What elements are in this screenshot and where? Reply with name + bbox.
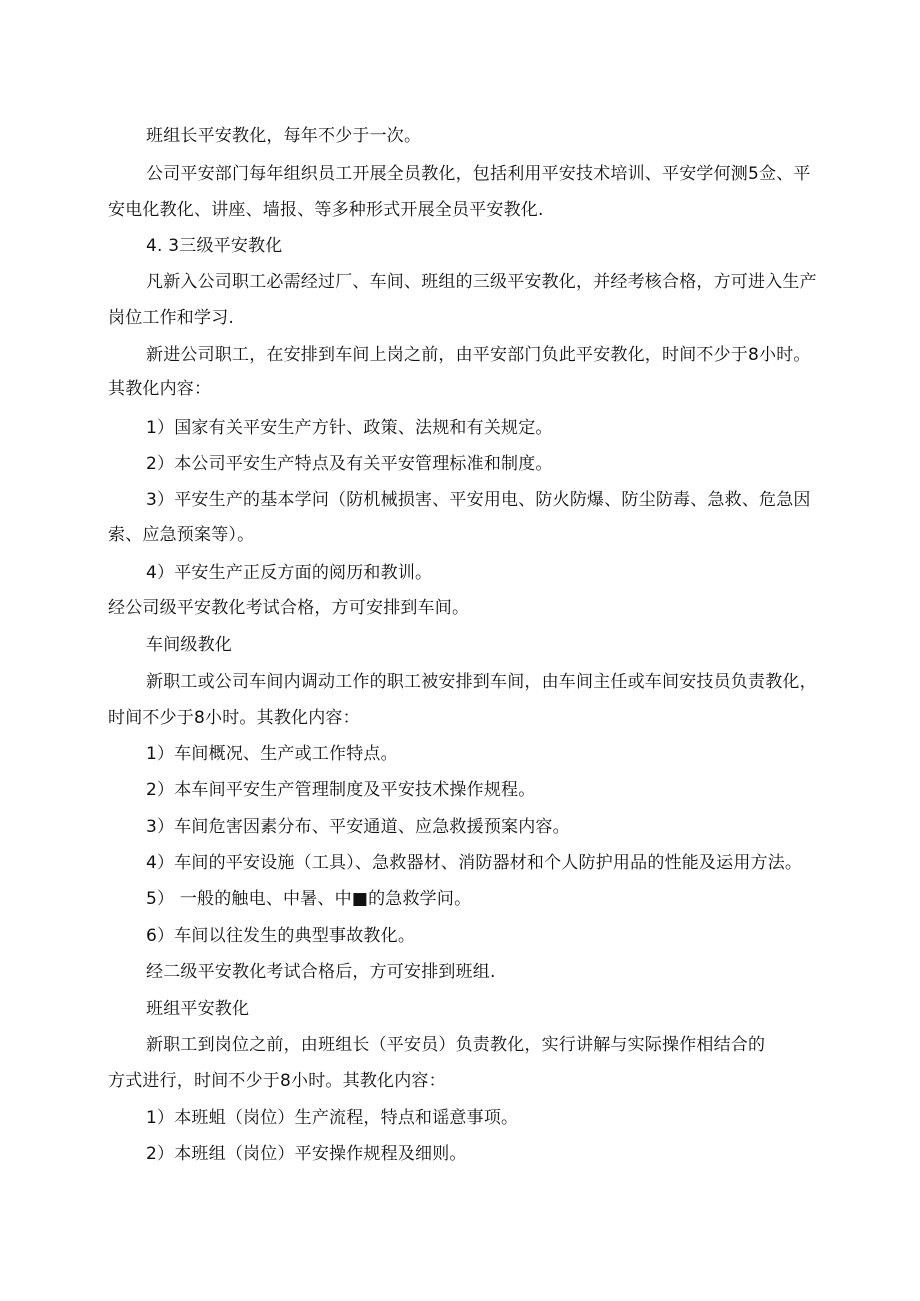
list-item: 3）平安生产的基本学问（防机械损害、平安用电、防火防爆、防尘防毒、急救、危急因 bbox=[146, 490, 811, 510]
list-item-continuation: 索、应急预案等）。 bbox=[108, 525, 255, 545]
subsection-heading: 班组平安教化 bbox=[146, 999, 250, 1019]
paragraph-line: 公司平安部门每年组织员工开展全员教化，包括利用平安技术培训、平安学何测5佥、平 bbox=[146, 164, 811, 184]
paragraph-line: 经二级平安教化考试合格后，方可安排到班组. bbox=[146, 962, 496, 982]
paragraph-line: 时间不少于8小时。其教化内容： bbox=[108, 708, 360, 728]
paragraph-line: 岗位工作和学习. bbox=[108, 308, 235, 328]
paragraph-line: 新职工或公司车间内调动工作的职工被安排到车间，由车间主任或车间安技员负责教化， bbox=[146, 672, 817, 692]
section-heading: 4. 3三级平安教化 bbox=[146, 236, 283, 256]
paragraph-line: 经公司级平安教化考试合格，方可安排到车间。 bbox=[108, 598, 470, 618]
list-item: 3）车间危害因素分布、平安通道、应急救援预案内容。 bbox=[146, 817, 570, 837]
list-item: 2）本车间平安生产管理制度及平安技术操作规程。 bbox=[146, 780, 536, 800]
list-item: 6）车间以往发生的典型事故教化。 bbox=[146, 926, 416, 946]
paragraph-line: 其教化内容： bbox=[108, 379, 212, 399]
list-item: 4）平安生产正反方面的阅历和教训。 bbox=[146, 563, 433, 583]
list-item: 4）车间的平安设施（工具）、急救器材、消防器材和个人防护用品的性能及运用方法。 bbox=[146, 853, 803, 873]
list-item: 1）国家有关平安生产方针、政策、法规和有关规定。 bbox=[146, 418, 553, 438]
list-item: 1）车间概况、生产或工作特点。 bbox=[146, 744, 398, 764]
paragraph-line: 安电化教化、讲座、墙报、等多种形式开展全员平安教化. bbox=[108, 200, 544, 220]
list-item: 2）本公司平安生产特点及有关平安管理标准和制度。 bbox=[146, 454, 553, 474]
list-item: 2）本班组（岗位）平安操作规程及细则。 bbox=[146, 1144, 467, 1164]
paragraph-line: 班组长平安教化，每年不少于一次。 bbox=[146, 126, 422, 146]
paragraph-line: 新职工到岗位之前，由班组长（平安员）负责教化，实行讲解与实际操作相结合的 bbox=[146, 1035, 766, 1055]
list-item: 1）本班蛆（岗位）生产流程，特点和谣意事项。 bbox=[146, 1108, 519, 1128]
paragraph-line: 凡新入公司职工必需经过厂、车间、班组的三级平安教化，并经考核合格，方可进入生产 bbox=[146, 272, 817, 292]
paragraph-line: 方式进行，时间不少于8小时。其教化内容： bbox=[108, 1071, 446, 1091]
subsection-heading: 车间级教化 bbox=[146, 635, 232, 655]
paragraph-line: 新进公司职工，在安排到车间上岗之前，由平安部门负此平安教化，时间不少于8小时。 bbox=[146, 345, 811, 365]
list-item: 5） 一般的触电、中暑、中■的急救学问。 bbox=[146, 889, 472, 909]
